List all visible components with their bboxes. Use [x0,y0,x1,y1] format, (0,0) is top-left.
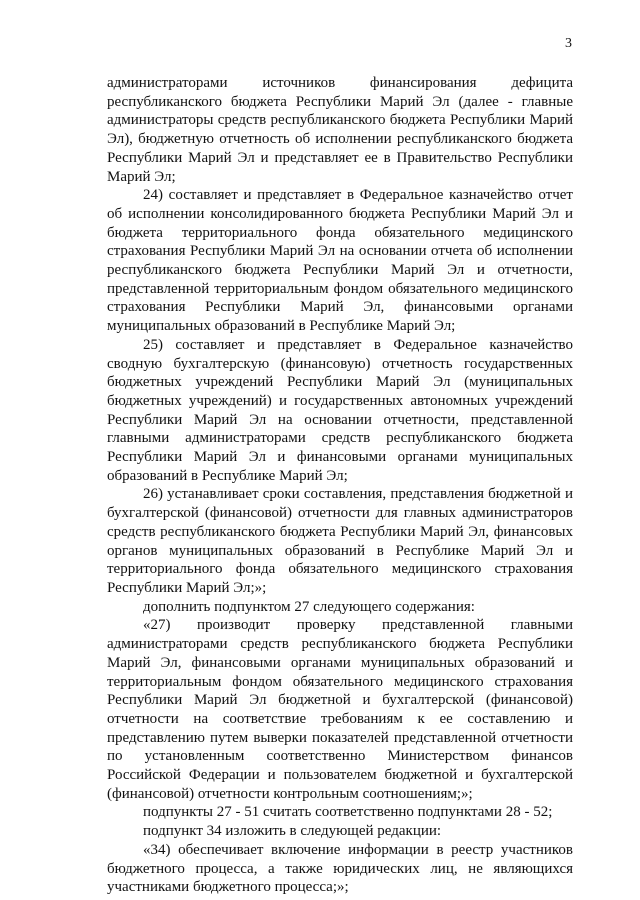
paragraph-continuation: администраторами источников финансирования дефицита республиканского бюджета Республики Марий Эл (далее - главные администраторы средств республиканского бюджета Республики Марий Эл), бюджетную отчетность об исполнении республиканского бюджета Республики Марий Эл и представляет ее в Правительство Республики Марий Эл; [107,75,573,185]
page-number: 3 [565,36,572,51]
paragraph-renumber: подпункты 27 - 51 считать соответственно подпунктами 28 - 52; [143,804,553,821]
paragraph-item-34: «34) обеспечивает включение информации в реестр участников бюджетного процесса, а также юридических лиц, не являющихся участниками бюджетного процесса;»; [107,841,573,896]
paragraph-item-26: 26) устанавливает сроки составления, представления бюджетной и бухгалтерской (финансовой) отчетности для главных администраторов средств республиканского бюджета Республики Марий Эл, финансовых органов муниципальных образований в Республике Марий Эл и территориального фонда обязательного медицинского страхования Республики Марий Эл;»; [107,486,573,596]
paragraph-item-24: 24) составляет и представляет в Федеральное казначейство отчет об исполнении консолидированного бюджета Республики Марий Эл и бюджета территориального фонда обязательного медицинского страхования Республики Марий Эл на основании отчета об исполнении республиканского бюджета Республики Марий Эл и отчетности, представленной территориальным фондом обязательного медицинского страхования Республики Марий Эл, финансовыми органами муниципальных образований в Республике Марий Эл; [107,187,573,335]
paragraph-item-25: 25) составляет и представляет в Федеральное казначейство сводную бухгалтерскую (финансовую) отчетность государственных бюджетных учреждений Республики Марий Эл (муниципальных бюджетных учреждений) и государственных автономных учреждений Республики Марий Эл на основании отчетности, представленной главными администраторами средств республиканского бюджета Республики Марий Эл и финансовыми органами муниципальных образований в Республике Марий Эл; [107,336,573,484]
document-body [107,74,573,897]
paragraph-item-27: «27) производит проверку представленной главными администраторами средств республиканского бюджета Республики Марий Эл, финансовыми органами муниципальных образований и территориальным фондом обязательного медицинского страхования Республики Марий Эл бюджетной и бухгалтерской (финансовой) отчетности на соответствие требованиям к ее составлению и представлению путем выверки показателей представленной отчетности по установленным соответственно Министерством финансов Российской Федерации и пользователем бюджетной и бухгалтерской (финансовой) отчетности контрольным соотношениям;»; [107,617,573,802]
paragraph-item-34-intro: подпункт 34 изложить в следующей редакции: [143,823,442,840]
paragraph-add-item-27: дополнить подпунктом 27 следующего содержания: [143,598,475,615]
